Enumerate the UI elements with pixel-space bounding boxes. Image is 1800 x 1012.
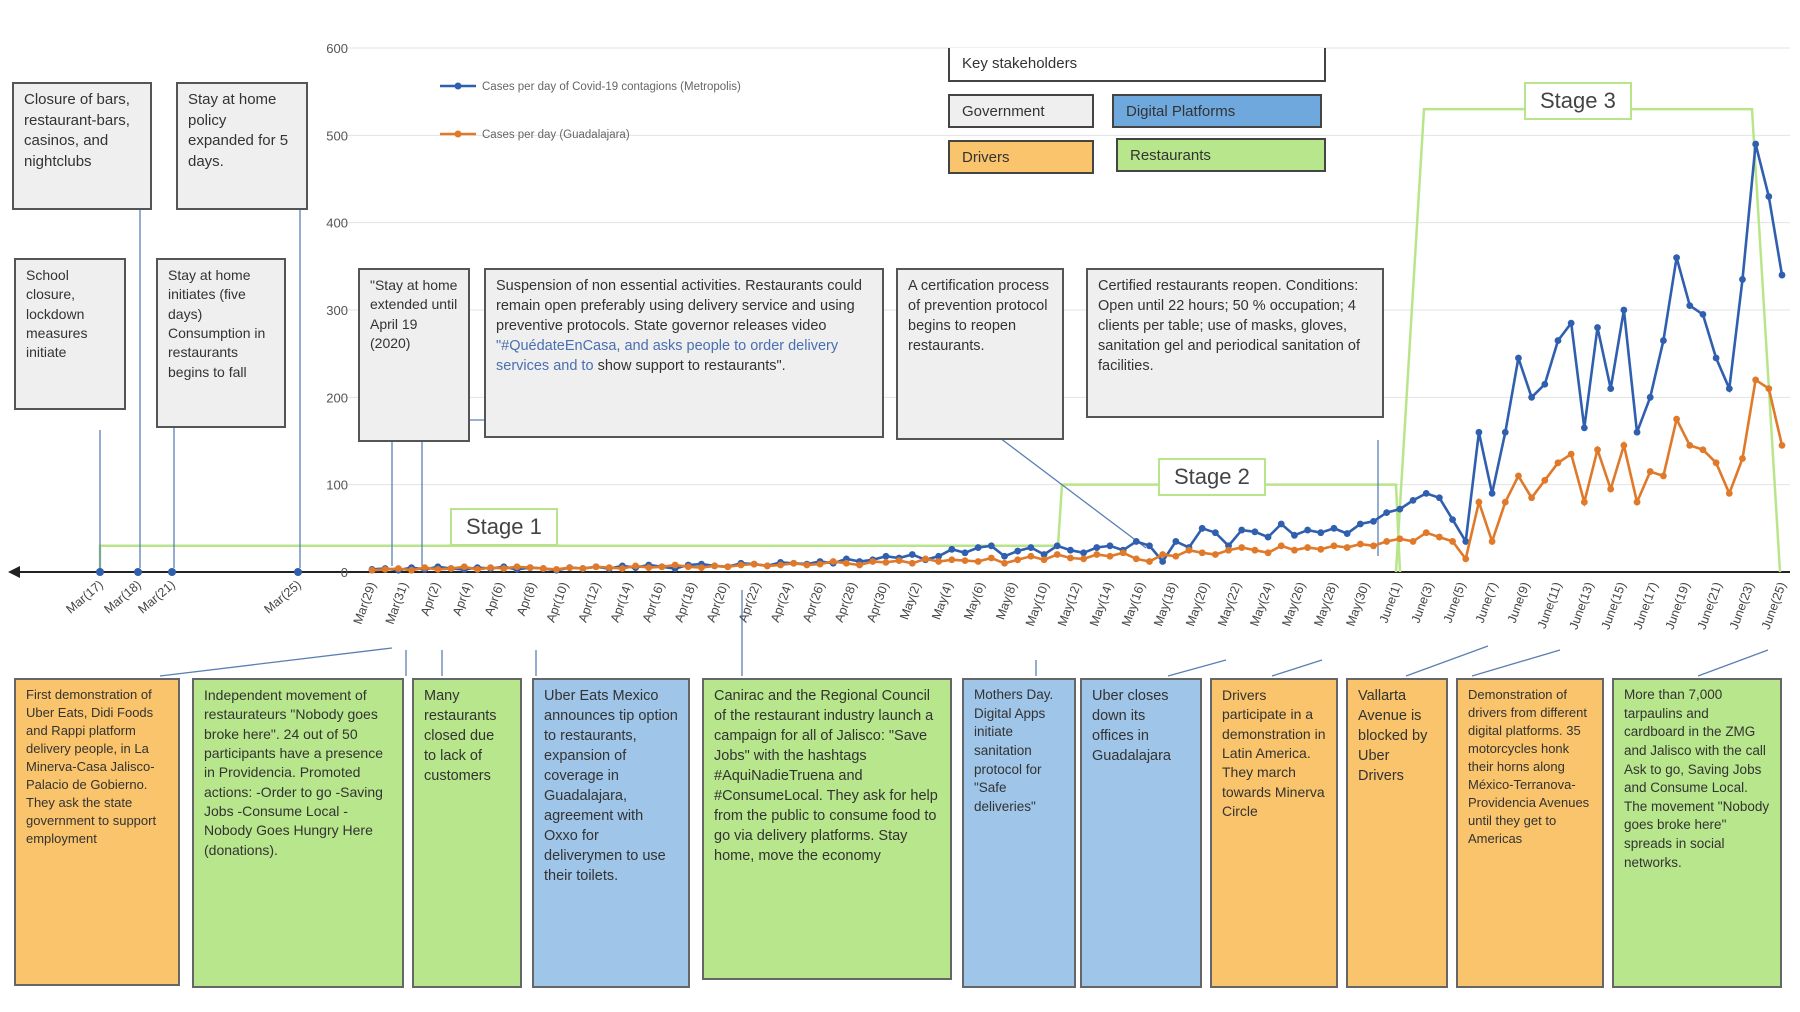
x-tick-label: June(1)	[1376, 580, 1405, 625]
data-point	[487, 564, 494, 571]
data-point	[448, 565, 455, 572]
data-point	[645, 564, 652, 571]
data-point	[751, 561, 758, 568]
data-point	[434, 566, 441, 573]
data-point	[1726, 490, 1733, 497]
data-point	[1344, 530, 1351, 537]
data-point	[1568, 320, 1575, 327]
early-date-marker	[294, 568, 302, 576]
data-point	[500, 565, 507, 572]
x-tick-label: June(25)	[1758, 580, 1789, 632]
data-point	[1278, 542, 1285, 549]
x-tick-label: June(21)	[1694, 580, 1725, 632]
data-point	[1304, 544, 1311, 551]
x-tick-label: Apr(12)	[575, 580, 604, 625]
data-point	[1581, 499, 1588, 506]
data-point	[909, 551, 916, 558]
data-point	[1396, 506, 1403, 513]
data-point	[1278, 521, 1285, 528]
annotation-connector	[1168, 660, 1226, 676]
x-tick-label: Apr(20)	[703, 580, 732, 625]
data-point	[1410, 497, 1417, 504]
data-point	[1370, 518, 1377, 525]
data-point	[1686, 442, 1693, 449]
data-point	[975, 544, 982, 551]
data-point	[1410, 538, 1417, 545]
x-tick-label: May(6)	[961, 580, 988, 622]
data-point	[1265, 549, 1272, 556]
data-point	[395, 565, 402, 572]
data-point	[540, 565, 547, 572]
data-point	[1317, 546, 1324, 553]
data-point	[988, 542, 995, 549]
y-tick-label: 200	[326, 390, 348, 406]
data-point	[738, 562, 745, 569]
y-tick-label: 300	[326, 303, 348, 318]
y-tick-label: 500	[326, 128, 348, 144]
x-tick-label: May(2)	[897, 580, 924, 622]
data-point	[975, 558, 982, 565]
data-point	[1541, 477, 1548, 484]
data-point	[1080, 549, 1087, 556]
data-point	[1739, 276, 1746, 283]
x-tick-label: May(8)	[993, 580, 1020, 622]
note-stay-home-extended: Stay at home policy expanded for 5 days.	[176, 82, 308, 210]
data-point	[724, 563, 731, 570]
x-tick-label: May(4)	[929, 580, 956, 622]
x-tick-label: June(5)	[1440, 580, 1469, 625]
y-tick-label: 400	[326, 215, 348, 231]
x-tick-label: June(23)	[1726, 580, 1757, 632]
data-point	[566, 564, 573, 571]
data-point	[1541, 381, 1548, 388]
annotation-connector	[1406, 646, 1488, 676]
x-tick-label: Apr(6)	[481, 580, 508, 618]
data-point	[474, 566, 481, 573]
data-point	[1502, 499, 1509, 506]
x-tick-label: May(20)	[1183, 580, 1213, 629]
data-point	[1199, 549, 1206, 556]
data-point	[685, 563, 692, 570]
data-point	[672, 562, 679, 569]
note-first-demonstration: First demonstration of Uber Eats, Didi Foods and Rappi platform delivery people, in La Minerva-Casa Jalisco-Palacio de Gobierno. They ask the state government to support employment	[14, 678, 180, 986]
x-tick-label: May(28)	[1311, 580, 1341, 629]
x-tick-label: June(3)	[1408, 580, 1437, 625]
data-point	[1765, 385, 1772, 392]
data-point	[1054, 551, 1061, 558]
data-point	[1331, 542, 1338, 549]
early-date-marker	[96, 568, 104, 576]
data-point	[1476, 429, 1483, 436]
data-point	[1212, 551, 1219, 558]
data-point	[1027, 544, 1034, 551]
data-point	[1634, 429, 1641, 436]
data-point	[962, 557, 969, 564]
data-point	[461, 563, 468, 570]
early-date-label: Mar(25)	[261, 577, 304, 617]
data-point	[1779, 442, 1786, 449]
data-point	[988, 555, 995, 562]
data-point	[817, 561, 824, 568]
x-tick-label: Apr(4)	[449, 580, 475, 618]
data-point	[1067, 555, 1074, 562]
data-point	[1555, 337, 1562, 344]
x-axis-arrow-left	[8, 566, 20, 578]
x-tick-label: May(30)	[1343, 580, 1373, 629]
data-point	[1238, 544, 1245, 551]
data-point	[1673, 254, 1680, 261]
annotation-connector	[1698, 650, 1768, 676]
data-point	[1476, 499, 1483, 506]
stage-2-label: Stage 2	[1158, 458, 1266, 496]
data-point	[1502, 429, 1509, 436]
data-point	[421, 564, 428, 571]
data-point	[553, 566, 560, 573]
data-point	[1726, 385, 1733, 392]
note-canirac: Canirac and the Regional Council of the restaurant industry launch a campaign for all of Jalisco: "Save Jobs" with the hashtags #AquiNadieTruena and #ConsumeLocal. They ask for help from the public to consume food to go via delivery platforms. Stay home, move the economy	[702, 678, 952, 980]
data-point	[1436, 534, 1443, 541]
data-point	[514, 563, 521, 570]
note-school-closure: School closure, lockdown measures initiate	[14, 258, 126, 410]
stakeholder-restaurants: Restaurants	[1116, 138, 1326, 172]
data-point	[1594, 324, 1601, 331]
data-point	[1423, 529, 1430, 536]
x-tick-label: Apr(10)	[543, 580, 572, 625]
data-point	[369, 567, 376, 574]
data-point	[1093, 544, 1100, 551]
x-tick-label: May(10)	[1022, 580, 1052, 629]
data-point	[593, 563, 600, 570]
note-demonstration-drivers: Demonstration of drivers from different digital platforms. 35 motorcycles honk their horns along México-Terranova-Providencia Avenues until they get to Americas	[1456, 678, 1604, 988]
x-tick-label: May(14)	[1087, 580, 1116, 629]
data-point	[1383, 509, 1390, 516]
data-point	[659, 563, 666, 570]
annotation-connector	[1272, 660, 1322, 676]
data-point	[606, 564, 613, 571]
data-point	[803, 562, 810, 569]
data-point	[1001, 560, 1008, 567]
x-tick-label: May(22)	[1215, 580, 1245, 629]
x-tick-label: June(9)	[1504, 580, 1533, 625]
x-tick-label: Apr(14)	[607, 580, 636, 625]
data-point	[1713, 355, 1720, 362]
x-tick-label: May(18)	[1151, 580, 1180, 629]
data-point	[896, 557, 903, 564]
data-point	[1515, 473, 1522, 480]
data-point	[1291, 547, 1298, 554]
note-many-closed: Many restaurants closed due to lack of customers	[412, 678, 522, 988]
data-point	[1660, 473, 1667, 480]
data-point	[1620, 442, 1627, 449]
x-tick-label: Apr(26)	[800, 580, 828, 625]
x-tick-label: Apr(24)	[767, 580, 796, 625]
annotation-connector	[160, 648, 392, 676]
data-point	[1357, 541, 1364, 548]
data-point	[1673, 416, 1680, 423]
data-point	[1107, 553, 1114, 560]
stakeholder-government: Government	[948, 94, 1094, 128]
data-point	[830, 558, 837, 565]
data-point	[1054, 542, 1061, 549]
x-tick-label: Apr(8)	[514, 580, 540, 618]
note-certification: A certification process of prevention protocol begins to reopen restaurants.	[896, 268, 1064, 440]
data-point	[1396, 535, 1403, 542]
note-drivers-latam: Drivers participate in a demonstration in Latin America. They march towards Minerva Circle	[1210, 678, 1338, 988]
data-point	[1251, 547, 1258, 554]
data-point	[1172, 538, 1179, 545]
data-point	[1739, 455, 1746, 462]
data-point	[1001, 553, 1008, 560]
note-suspension-part-c: show support to restaurants".	[597, 358, 786, 374]
x-tick-label: June(15)	[1598, 580, 1629, 632]
data-point	[1027, 553, 1034, 560]
note-suspension-part-b: "#QuédateEnCasa, and asks people to order delivery services and to	[496, 338, 839, 374]
x-tick-label: Apr(30)	[864, 580, 892, 625]
data-point	[922, 556, 929, 563]
x-tick-label: Apr(28)	[832, 580, 860, 625]
data-point	[1159, 558, 1166, 565]
data-point	[1594, 446, 1601, 453]
early-date-label: Mar(17)	[63, 577, 106, 617]
data-point	[711, 562, 718, 569]
data-point	[1093, 551, 1100, 558]
data-point	[1436, 494, 1443, 501]
data-point	[790, 560, 797, 567]
data-point	[1634, 499, 1641, 506]
data-point	[1014, 556, 1021, 563]
early-date-label: Mar(18)	[101, 577, 144, 617]
data-point	[935, 558, 942, 565]
data-point	[962, 549, 969, 556]
x-tick-label: Apr(2)	[417, 580, 443, 618]
data-point	[1752, 141, 1759, 148]
data-point	[1515, 355, 1522, 362]
data-point	[527, 564, 534, 571]
data-point	[1172, 553, 1179, 560]
data-point	[1555, 459, 1562, 466]
data-point	[1383, 538, 1390, 545]
data-point	[698, 564, 705, 571]
data-point	[1423, 490, 1430, 497]
note-reopen: Certified restaurants reopen. Conditions: Open until 22 hours; 50 % occupation; 4 clients per table; use of masks, gloves, sanitation gel and periodical sanitation of facilities.	[1086, 268, 1384, 418]
note-stay-home-initiates: Stay at home initiates (five days) Consumption in restaurants begins to fall	[156, 258, 286, 428]
data-point	[1238, 527, 1245, 534]
legend-label: Cases per day (Guadalajara)	[482, 129, 630, 141]
note-mothers-day: Mothers Day. Digital Apps initiate sanitation protocol for "Safe deliveries"	[962, 678, 1076, 988]
data-point	[883, 559, 890, 566]
data-point	[1700, 446, 1707, 453]
data-point	[1660, 337, 1667, 344]
data-point	[1133, 556, 1140, 563]
stakeholder-drivers: Drivers	[948, 140, 1094, 174]
data-point	[1713, 459, 1720, 466]
data-point	[1765, 193, 1772, 200]
note-vallarta-blocked: Vallarta Avenue is blocked by Uber Drivers	[1346, 678, 1448, 988]
data-point	[777, 562, 784, 569]
note-stay-home-april: "Stay at home extended until April 19 (2020)	[358, 268, 470, 442]
data-point	[1620, 307, 1627, 314]
data-point	[1581, 425, 1588, 432]
data-point	[1199, 525, 1206, 532]
note-suspension	[484, 268, 884, 438]
data-point	[843, 560, 850, 567]
x-tick-label: Mar(31)	[382, 580, 411, 627]
data-point	[1647, 468, 1654, 475]
x-tick-label: June(13)	[1566, 580, 1597, 632]
data-point	[1080, 556, 1087, 563]
data-point	[1752, 376, 1759, 383]
x-tick-label: June(19)	[1662, 580, 1693, 632]
data-point	[948, 546, 955, 553]
data-point	[1291, 532, 1298, 539]
data-point	[1528, 494, 1535, 501]
data-point	[1186, 547, 1193, 554]
note-uber-closes: Uber closes down its offices in Guadalajara	[1080, 678, 1202, 988]
note-suspension-part-a: Suspension of non essential activities. Restaurants could remain open preferably using delivery service and using preventive protocols. State governor releases video	[496, 278, 862, 334]
x-tick-label: June(7)	[1472, 580, 1501, 625]
annotation-connector	[1472, 650, 1560, 676]
stage-3-label: Stage 3	[1524, 82, 1632, 120]
legend-marker	[455, 83, 462, 90]
data-point	[1041, 556, 1048, 563]
data-point	[1344, 544, 1351, 551]
data-point	[382, 566, 389, 573]
data-point	[764, 562, 771, 569]
data-point	[1370, 542, 1377, 549]
x-tick-label: Mar(29)	[350, 580, 379, 627]
data-point	[948, 556, 955, 563]
stage-1-label: Stage 1	[450, 508, 558, 546]
x-tick-label: May(12)	[1054, 580, 1084, 629]
x-tick-label: May(24)	[1247, 580, 1277, 629]
data-point	[1607, 385, 1614, 392]
y-tick-labels	[326, 41, 348, 580]
stakeholder-digital-platforms: Digital Platforms	[1112, 94, 1322, 128]
data-point	[883, 553, 890, 560]
x-tick-label: May(16)	[1119, 580, 1148, 629]
x-tick-label: Apr(22)	[735, 580, 764, 625]
data-point	[1014, 548, 1021, 555]
data-point	[619, 565, 626, 572]
data-point	[632, 562, 639, 569]
data-point	[856, 562, 863, 569]
data-point	[1489, 490, 1496, 497]
data-point	[1700, 311, 1707, 318]
data-point	[1357, 521, 1364, 528]
data-point	[1331, 525, 1338, 532]
data-point	[408, 567, 415, 574]
data-point	[1686, 302, 1693, 309]
x-tick-label: May(26)	[1279, 580, 1309, 629]
data-point	[1067, 547, 1074, 554]
data-point	[1251, 528, 1258, 535]
data-point	[1212, 529, 1219, 536]
chart-legend	[440, 81, 741, 141]
annotation-connector	[1000, 438, 1146, 548]
data-point	[1317, 529, 1324, 536]
data-point	[1120, 549, 1127, 556]
data-point	[1607, 486, 1614, 493]
note-closure: Closure of bars, restaurant-bars, casinos, and nightclubs	[12, 82, 152, 210]
stage-3-line	[1396, 109, 1780, 572]
y-tick-label: 100	[326, 477, 348, 493]
legend-label: Cases per day of Covid-19 contagions (Metropolis)	[482, 81, 741, 93]
x-tick-label: Apr(18)	[671, 580, 700, 625]
x-tick-labels	[63, 568, 1788, 631]
stakeholders-title: Key stakeholders	[948, 48, 1326, 82]
data-point	[1568, 451, 1575, 458]
data-point	[579, 565, 586, 572]
data-point	[1647, 394, 1654, 401]
data-point	[1528, 394, 1535, 401]
data-point	[1449, 516, 1456, 523]
data-point	[1146, 558, 1153, 565]
x-tick-label: Apr(16)	[639, 580, 668, 625]
data-point	[869, 558, 876, 565]
data-point	[1133, 538, 1140, 545]
data-point	[1159, 551, 1166, 558]
x-tick-label: June(17)	[1630, 580, 1661, 632]
note-independent-movement: Independent movement of restaurateurs "Nobody goes broke here". 24 out of 50 participants have a presence in Providencia. Promoted actions: -Order to go -Saving Jobs -Consume Local -Nobody Goes Hungry Here (donations).	[192, 678, 404, 988]
data-point	[1146, 542, 1153, 549]
note-tarpaulins: More than 7,000 tarpaulins and cardboard in the ZMG and Jalisco with the call Ask to go, Saving Jobs and Consume Local. The movement "Nobody goes broke here" spreads in social networks.	[1612, 678, 1782, 988]
early-date-marker	[168, 568, 176, 576]
data-point	[909, 560, 916, 567]
data-point	[1265, 534, 1272, 541]
data-point	[1107, 542, 1114, 549]
data-point	[1225, 547, 1232, 554]
data-point	[1489, 538, 1496, 545]
y-tick-label: 600	[326, 41, 348, 56]
data-point	[1449, 538, 1456, 545]
x-tick-label: June(11)	[1534, 580, 1565, 631]
legend-marker	[455, 131, 462, 138]
early-date-marker	[134, 568, 142, 576]
y-tick-label: 0	[340, 565, 348, 580]
data-point	[1462, 556, 1469, 563]
early-date-label: Mar(21)	[135, 577, 178, 617]
data-point	[1779, 272, 1786, 279]
note-uber-eats: Uber Eats Mexico announces tip option to restaurants, expansion of coverage in Guadalajara, agreement with Oxxo for deliverymen to use their toilets.	[532, 678, 690, 988]
data-point	[1304, 527, 1311, 534]
